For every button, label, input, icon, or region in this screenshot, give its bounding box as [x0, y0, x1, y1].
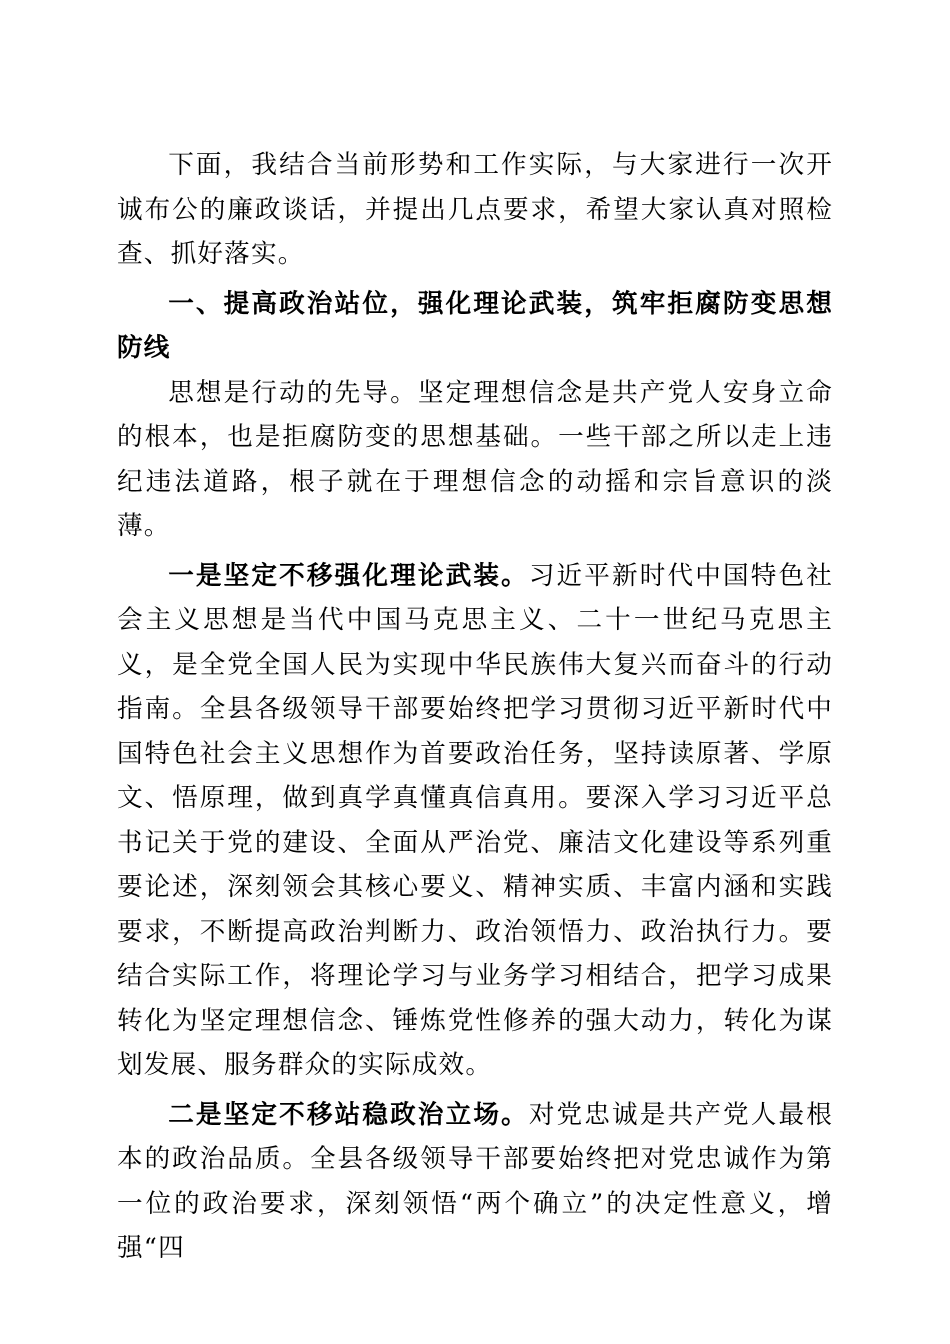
intro-paragraph: 下面，我结合当前形势和工作实际，与大家进行一次开诚布公的廉政谈话，并提出几点要求，希望大家认真对照检查、抓好落实。: [117, 150, 833, 269]
body-paragraph: [117, 1093, 833, 1271]
paragraph-lead-phrase: 二是坚定不移站稳政治立场。: [168, 1099, 529, 1130]
paragraph-text: 习近平新时代中国特色社会主义思想是当代中国马克思主义、二十一世纪马克思主义，是全党全国人民为实现中华民族伟大复兴而奋斗的行动指南。全县各级领导干部要始终把学习贯彻习近平新时代中国特色社会主义思想作为首要政治任务，坚持读原著、学原文、悟原理，做到真学真懂真信真用。要深入学习习近平总书记关于党的建设、全面从严治党、廉洁文化建设等系列重要论述，深刻领会其核心要义、精神实质、丰富内涵和实践要求，不断提高政治判断力、政治领悟力、政治执行力。要结合实际工作，将理论学习与业务学习相结合，把学习成果转化为坚定理想信念、锤炼党性修养的强大动力，转化为谋划发展、服务群众的实际成效。: [117, 560, 834, 1080]
body-paragraph: [117, 554, 833, 1088]
section-heading: 一、提高政治站位，强化理论武装，筑牢拒腐防变思想防线: [117, 288, 833, 363]
body-paragraph: 思想是行动的先导。坚定理想信念是共产党人安身立命的根本，也是拒腐防变的思想基础。一些干部之所以走上违纪违法道路，根子就在于理想信念的动摇和宗旨意识的淡薄。: [117, 377, 833, 541]
document-body: [117, 143, 833, 1271]
paragraph-lead-phrase: 一是坚定不移强化理论武装。: [168, 560, 529, 591]
paragraph-text: 对党忠诚是共产党人最根本的政治品质。全县各级领导干部要始终把对党忠诚作为第一位的政治要求，深刻领悟“两个确立”的决定性意义，增强“四: [117, 1099, 834, 1263]
